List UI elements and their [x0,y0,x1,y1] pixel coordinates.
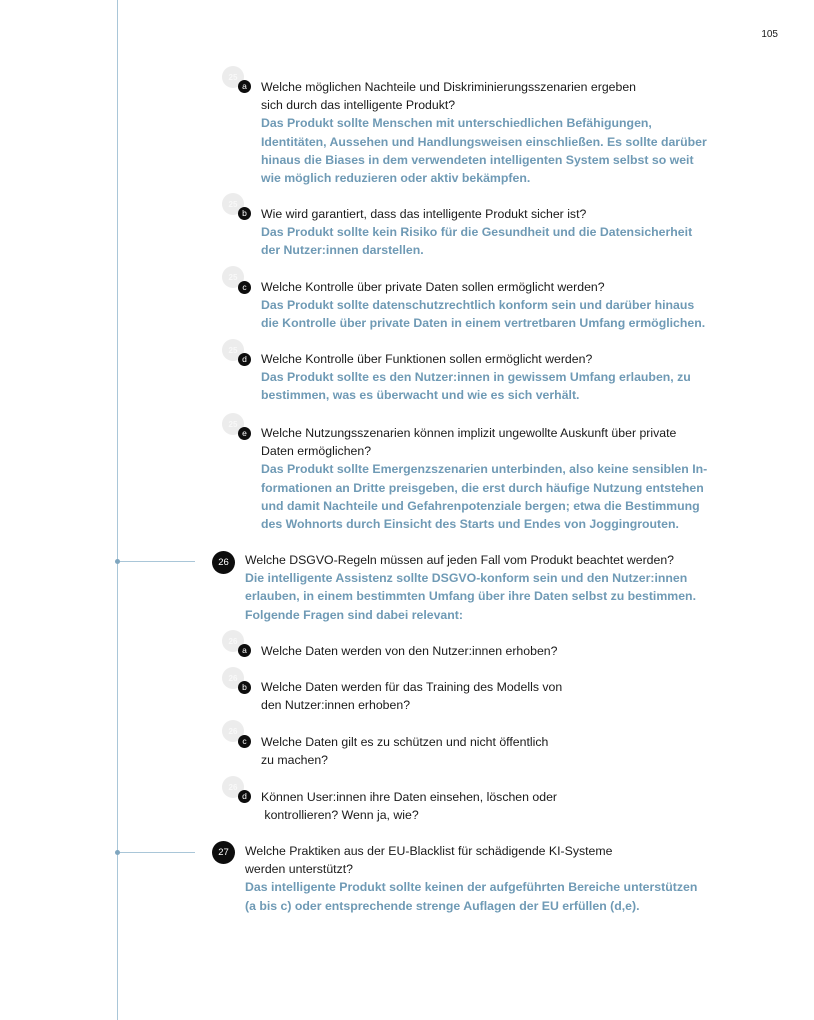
ghost-number-badge: 26 [222,776,244,798]
answer-line: und damit Nachteile und Gefahrenpotenziale bergen; etwa die Bestimmung [261,498,700,513]
sub-letter-badge: a [238,644,251,657]
timeline-connector [117,561,195,562]
question-block [261,350,691,405]
question-block [261,78,707,187]
answer-line: hinaus die Biases in dem verwendeten intelligenten System selbst so weit [261,152,694,167]
ghost-number-badge: 26 [222,630,244,652]
ghost-number-badge: 25 [222,193,244,215]
sub-letter-badge: d [238,353,251,366]
question-block [261,205,692,260]
question-line: Welche Daten werden für das Training des Modells von [261,680,563,694]
answer-line: der Nutzer:innen darstellen. [261,243,424,258]
question-block [261,788,557,824]
sub-letter-badge: e [238,427,251,440]
sub-letter-badge: b [238,207,251,220]
question-line: Welche Daten gilt es zu schützen und nicht öffentlich [261,735,549,749]
sub-letter-badge: d [238,790,251,803]
timeline-connector [117,852,195,853]
answer-line: (a bis c) oder entsprechende strenge Auflagen der EU erfüllen (d,e). [245,898,640,913]
question-line: Können User:innen ihre Daten einsehen, löschen oder [261,790,558,804]
question-line: sich durch das intelligente Produkt? [261,98,456,113]
question-line: Welche möglichen Nachteile und Diskriminierungsszenarien ergeben [261,80,637,94]
answer-line: erlauben, in einem bestimmten Umfang über ihre Daten selbst zu bestimmen. [245,589,696,604]
sub-letter-badge: c [238,735,251,748]
ghost-number-badge: 26 [222,667,244,689]
question-line: Welche DSGVO-Regeln müssen auf jeden Fall vom Produkt beachtet werden? [245,553,675,567]
answer-line: des Wohnorts durch Einsicht des Starts und Endes von Joggingrouten. [261,517,679,532]
question-line: werden unterstützt? [245,862,354,877]
question-line: Welche Nutzungsszenarien können implizit ungewollte Auskunft über private [261,426,677,440]
answer-line: Das Produkt sollte datenschutzrechtlich konform sein und darüber hinaus [261,298,695,313]
ghost-number-badge: 25 [222,266,244,288]
answer-line: die Kontrolle über private Daten in einem vertretbaren Umfang ermöglichen. [261,316,706,331]
answer-line: Identitäten, Aussehen und Handlungsweisen einschließen. Es sollte darüber [261,134,707,149]
page-number: 105 [761,29,778,40]
ghost-number-badge: 26 [222,720,244,742]
answer-line: Folgende Fragen sind dabei relevant: [245,607,463,622]
question-block [261,424,707,533]
question-line: zu machen? [261,753,328,768]
question-block [261,642,557,660]
answer-line: Die intelligente Assistenz sollte DSGVO-konform sein und den Nutzer:innen [245,571,688,586]
question-line: Welche Kontrolle über Funktionen sollen ermöglicht werden? [261,352,593,366]
question-line: Welche Kontrolle über private Daten sollen ermöglicht werden? [261,280,605,294]
question-line: Welche Daten werden von den Nutzer:innen erhoben? [261,644,558,658]
answer-line: Das intelligente Produkt sollte keinen der aufgeführten Bereiche unterstützen [245,880,698,895]
sub-letter-badge: c [238,281,251,294]
section-block [245,842,697,915]
section-number-badge: 26 [212,551,235,574]
ghost-number-badge: 25 [222,339,244,361]
timeline-dot [115,559,120,564]
timeline-dot [115,850,120,855]
answer-line: formationen an Dritte preisgeben, die erst durch häufige Nutzung entstehen [261,480,704,495]
question-line: Welche Praktiken aus der EU-Blacklist für schädigende KI-Systeme [245,844,613,858]
question-block [261,278,705,333]
section-number-badge: 27 [212,841,235,864]
answer-line: Das Produkt sollte Menschen mit unterschiedlichen Befähigungen, [261,116,652,131]
question-line: kontrollieren? Wenn ja, wie? [261,808,419,823]
question-line: den Nutzer:innen erhoben? [261,698,411,713]
answer-line: Das Produkt sollte es den Nutzer:innen in gewissem Umfang erlauben, zu [261,370,691,385]
question-line: Wie wird garantiert, dass das intelligente Produkt sicher ist? [261,207,587,221]
ghost-number-badge: 25 [222,66,244,88]
question-block [261,678,562,714]
sub-letter-badge: b [238,681,251,694]
sub-letter-badge: a [238,80,251,93]
answer-line: Das Produkt sollte Emergenzszenarien unterbinden, also keine sensiblen In- [261,462,708,477]
timeline-vertical-line [117,0,118,1020]
question-line: Daten ermöglichen? [261,444,372,459]
answer-line: wie möglich reduzieren oder aktiv bekämpfen. [261,171,531,186]
section-block [245,551,696,624]
ghost-number-badge: 25 [222,413,244,435]
question-block [261,733,548,769]
answer-line: bestimmen, was es überwacht und wie es sich verhält. [261,388,580,403]
answer-line: Das Produkt sollte kein Risiko für die Gesundheit und die Datensicherheit [261,225,693,240]
